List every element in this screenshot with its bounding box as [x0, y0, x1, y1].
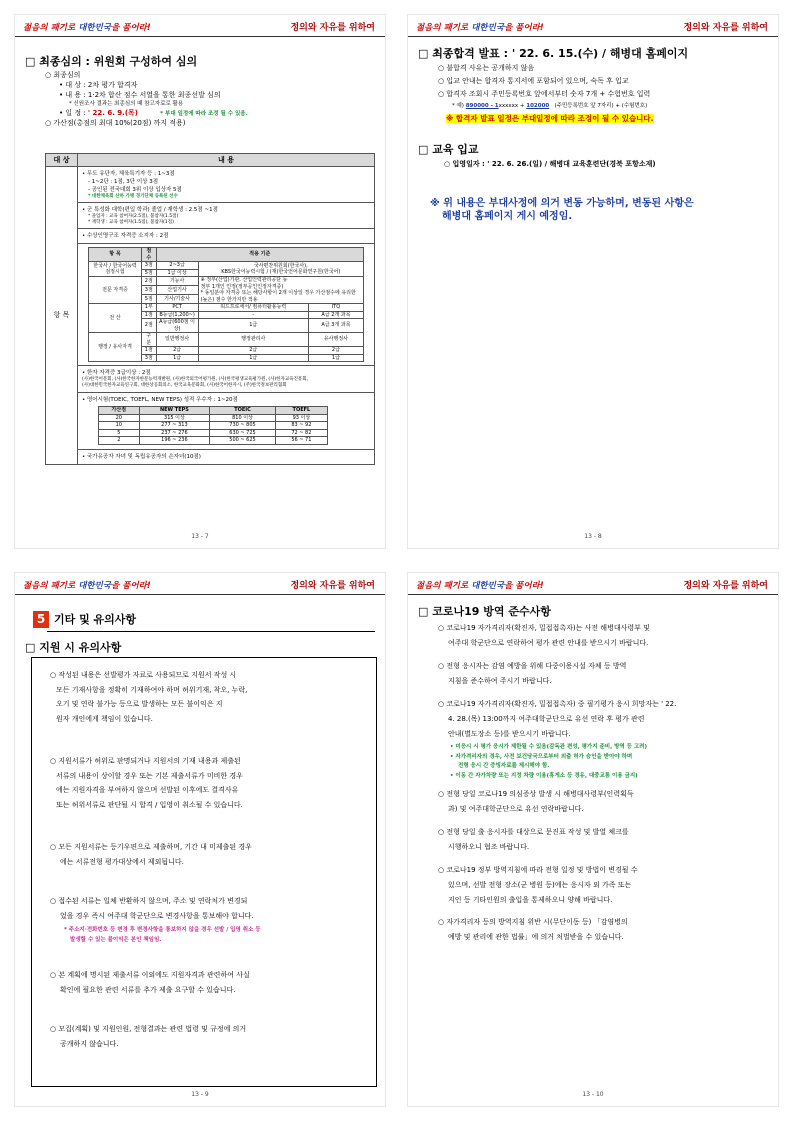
notice-box [31, 657, 377, 1087]
chapter-number: 5 [33, 611, 49, 628]
motto: 정의와 자유를 위하여 [290, 581, 375, 591]
slogan: 젊음의 패기로 대한민국을 품어라! [416, 581, 544, 591]
notice: ※ 위 내용은 부대사정에 의거 변동 가능하며, 변동된 사항은 해병대 홈페이지 게시 예정임. [430, 198, 694, 222]
page-number: 13 - 10 [582, 1091, 604, 1098]
slogan: 젊음의 패기로 대한민국을 품어라! [23, 581, 151, 591]
covid-3: ○ 코로나19 자가격리자(확진자, 밀접접촉자) 중 필기평가 응시 희망자는 ' 22. 4. 28.(목) 13:00까지 여주대학군단으로 유선 연락 후 평가 관련 안내(별도장소 등)를 받으시기 바랍니다. [438, 700, 677, 738]
note-4: ○ 접수된 서류는 일체 반환하지 않으며, 주소 및 연락처가 변경되 었을 경우 즉시 여주대 학군단으로 변경사항을 통보해야 합니다. * 주소지·전화번호 등 변경 후 변경사항을 통보하지 않을 경우 선발 / 입영 취소 등 발생할 수 있는 불이익은 본인 책임임. [50, 897, 261, 943]
divider [47, 631, 375, 632]
motto: 정의와 자유를 위하여 [683, 23, 768, 33]
note-1: ○ 작성된 내용은 선발평가 자료로 사용되므로 지원서 작성 시 모든 기재사항을 정확히 기재하여야 하며 허위기재, 착오, 누락, 오기 및 연락 불가능 등으로 발생하는 모든 불이익은 지 원자 개인에게 책임이 있습니다. [50, 671, 248, 723]
section-title: □ 코로나19 방역 준수사항 [418, 605, 551, 618]
page-header [408, 15, 778, 37]
page-number: 13 - 8 [584, 533, 602, 540]
page-number: 13 - 7 [191, 533, 209, 540]
covid-guidelines: • 미응시 시 평가 응시가 제한될 수 있음(감독관 편성, 평가지 준비, 방역 등 고려) • 자가격리자의 경우, 사전 보건당국으로부터 외출 허가 승인을 받아야 하며 전형 응시 간 증빙자료를 제시해야 함. • 이동 간 자가차량 또는 지정 차량 이용(휴게소 등 경유, 대중교통 이용 금지) [450, 744, 648, 779]
covid-4: ○ 전형 당일 코로나19 의심증상 발생 시 해병대사령부(인력획득 과) 및 여주대학군단으로 유선 연락바랍니다. [438, 790, 634, 813]
result-notes: ○ 불합격 사유는 공개하지 않음 ○ 입교 안내는 합격자 통지서에 포함되어 있으며, 숙독 후 입교 ○ 합격자 조회시 주민등록번호 앞에서부터 숫자 7개 + 수험번호 입력 * 예) 890000 - 1xxxxxx + 102000 (주민등록번호 앞 7자리) + (수험번호) ※ 합격자 발표 일정은 부대일정에 따라 조정이 될 수 있습니다. [438, 64, 654, 123]
subsection-title: □ 지원 시 유의사항 [25, 641, 122, 654]
english-score-table: 가산점 NEW TEPS TOEIC TOEFL 20 315 이상 810 이상 93 이상 10 277 ~ 313 730 ~ 805 83 ~ 92 5 237 ~ 276 630 ~ 725 72 ~ 82 2 196 ~ 236 500 ~ 625 56 ~ 71 [98, 406, 328, 445]
page-13-8 [407, 14, 779, 549]
bonus-table: 대 상 내 용 항 목 • 무도 유단자, 체육특기자 등 : 1~3점 - 1~2단 : 1점, 3단 이상 3점 - 공인된 전국대회 3위 이상 입상자 5점 * 대한체육회 산하 가맹 경기단체 등록된 선수 • 군 특성화 대학(편입 학과) 졸업 / 재학생 : 2.5점 ~1점 * 졸업자 : 교육 참여자(2.5점), 불참자(1.5점) * 재학생 : 교육 참여자(1.5점), 불참자(1점) • 수상인명구조 자격증 소지자 : 2점 항 목 점 수 적용 기준 한국사 / 한국어능력 검정시험 3점 2~3급 국사편찬위원회(한국사), KBS한국어능력시험 / (재)한국언어문화연구원(한국어) 5점 1급 이상 전문 자격증 2점 기능사 ※ 정부(산업)기관, 산업인력관리공단 등 정부 1개인 인정(정부공인인정자격증) * 동일분야 자격증 또는 해당사항이 2개 이상일 경우 가산점수에 유리한 (높은) 점수 한가지만 적용 3점 산업기사 5점 기사/기술사 전 산 1부 PCT 워드프로세서/ 컴퓨터활용능력 ITQ 1점 B등급(1,200~) - A급 2개 과목 2점 A등급(600점 이상) 1급 A급 3개 과목 행정 / 유사자격 구분 일반행정사 행정관리사 유사행정사 1점 2급 2급 2급 3점 1급 1급 1급 • 한자 자격증 3급이상 : 2점 (사)한국어문회, (사)한국한자한문능력개발원, (사)한국외국어평가원, (사)한국평생교육평가원, (사)한자교육진흥회, (사)대한민국한자교육연구회, 대한상공회의소, 한국교육문화회, (사)한국어한자시, (주)한국정보관리협회 • 영어시험(TOEIC, TOEFL, NEW TEPS) 성적 우수자 : 1~20점 가산점 NEW TEPS TOEIC TOEFL 20 315 이상 810 이상 93 이상 10 277 ~ 313 730 ~ 805 83 ~ 92 5 237 ~ 276 630 ~ 725 72 ~ 82 2 196 ~ 236 500 ~ 625 56 ~ 71 • 국가유공자 자녀 및 독립유공자의 손자녀(10점) [45, 153, 375, 465]
final-review-block: ○ 최종심의 • 대 상 : 2차 평가 합격자 • 내 용 : 1·2차 합산 점수 서열을 통한 최종선발 심의 * 신원조사 결과는 최종심의 때 참고자료로 활용 • 일 정 : ' 22. 6. 9.(목) * 부대 일정에 따라 조정 될 수 있음. ○ 가산점(총점의 최대 10%(20점) 까지 적용) [45, 71, 248, 127]
score-matrix: 항 목 점 수 적용 기준 한국사 / 한국어능력 검정시험 3점 2~3급 국사편찬위원회(한국사), KBS한국어능력시험 / (재)한국언어문화연구원(한국어) 5점 1급 이상 전문 자격증 2점 기능사 ※ 정부(산업)기관, 산업인력관리공단 등 정부 1개인 인정(정부공인인정자격증) * 동일분야 자격증 또는 해당사항이 2개 이상일 경우 가산점수에 유리한 (높은) 점수 한가지만 적용 3점 산업기사 5점 기사/기술사 전 산 1부 PCT 워드프로세서/ 컴퓨터활용능력 ITQ 1점 B등급(1,200~) - A급 2개 과목 2점 A등급(600점 이상) 1급 A급 3개 과목 행정 / 유사자격 구분 일반행정사 행정관리사 유사행정사 1점 2급 2급 2급 3점 1급 1급 1급 [88, 247, 364, 362]
covid-6: ○ 코로나19 정부 방역지침에 따라 전형 일정 및 방법이 변경될 수 있으며, 선발 전형 장소(군 병원 등)에는 응시자 외 가족 또는 지인 등 기타인원의 출입을 통제하오니 양해 바랍니다. [438, 866, 638, 904]
covid-1: ○ 코로나19 자가격리자(확진자, 밀접접촉자)는 사전 해병대사령부 및 여주대 학군단으로 연락하여 평가 관련 안내를 받으시기 바랍니다. [438, 624, 650, 647]
covid-5: ○ 전형 당일 출 응시자를 대상으로 문진표 작성 및 발열 체크를 시행하오니 협조 바랍니다. [438, 828, 629, 851]
motto: 정의와 자유를 위하여 [290, 23, 375, 33]
chapter-title: 5 기타 및 유의사항 [33, 611, 136, 628]
slogan: 젊음의 패기로 대한민국을 품어라! [416, 23, 544, 33]
page-header [408, 573, 778, 595]
motto: 정의와 자유를 위하여 [683, 581, 768, 591]
page-13-7 [14, 14, 386, 549]
note-6: ○ 모집(계획) 및 지원인원, 전형결과는 관련 법령 및 규정에 의거 공개하지 않습니다. [50, 1025, 247, 1048]
note-2: ○ 지원서류가 허위로 판명되거나 지원서의 기재 내용과 제출된 서류의 내용이 상이할 경우 또는 기본 제출서류가 미비한 경우 에는 지원자격을 부여하지 않으며 선발된 이후에도 결격사유 또는 허위서류로 판단될 시 합격 / 입영이 취소될 수 있습니다. [50, 757, 243, 809]
section-title-entry: □ 교육 입교 [418, 143, 479, 156]
covid-7: ○ 자가격리자 등의 방역지침 위반 시(무단이동 등) 「감염병의 예방 및 관리에 관한 법률」에 의거 처벌받을 수 있습니다. [438, 918, 628, 941]
entry-date: ○ 입영일자 : ' 22. 6. 26.(일) / 해병대 교육훈련단(경북 포항소재) [444, 160, 656, 168]
page-13-9 [14, 572, 386, 1107]
section-title: □ 최종심의 : 위원회 구성하여 심의 [25, 55, 198, 68]
covid-2: ○ 전형 응시자는 감염 예방을 위해 다중이용시설 자체 등 방역 지침을 준수하여 주시기 바랍니다. [438, 662, 627, 685]
note-3: ○ 모든 지원서류는 등기우편으로 제출하며, 기간 내 미제출된 경우 에는 서류전형 평가대상에서 제외됩니다. [50, 843, 252, 866]
page-13-10 [407, 572, 779, 1107]
page-header [15, 573, 385, 595]
section-title: □ 최종합격 발표 : ' 22. 6. 15.(수) / 해병대 홈페이지 [418, 47, 689, 60]
note-5: ○ 본 계획에 명시된 제출서류 이외에도 지원자격과 관련하여 사실 확인에 필요한 관련 서류를 추가 제출 요구할 수 있습니다. [50, 971, 250, 994]
slogan: 젊음의 패기로 대한민국을 품어라! [23, 23, 151, 33]
page-number: 13 - 9 [191, 1091, 209, 1098]
page-header [15, 15, 385, 37]
